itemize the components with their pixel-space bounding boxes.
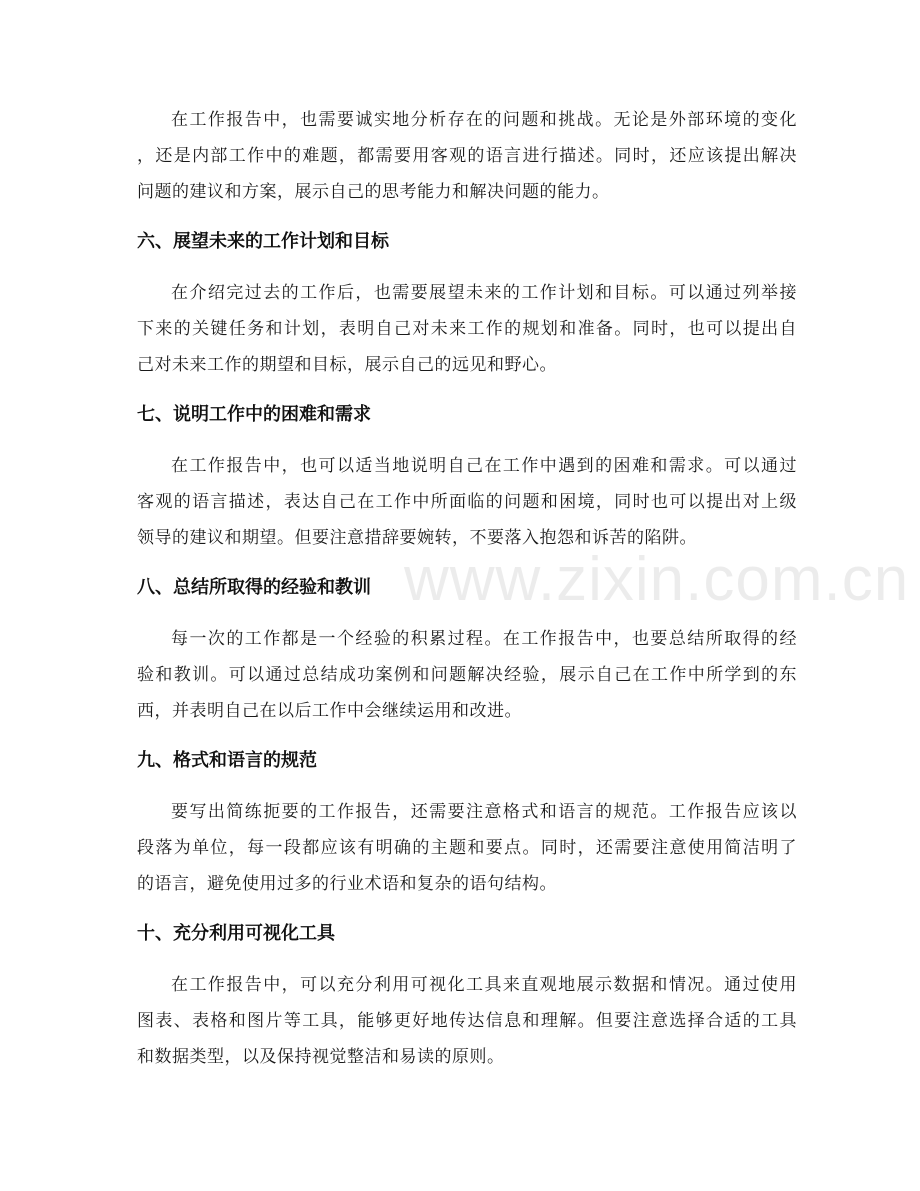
paragraph-line: 图表、表格和图片等工具，能够更好地传达信息和理解。但要注意选择合适的工具 bbox=[137, 1011, 797, 1031]
paragraph-line: 西，并表明自己在以后工作中会继续运用和改进。 bbox=[137, 701, 522, 721]
section-heading: 八、总结所取得的经验和教训 bbox=[137, 577, 371, 598]
paragraph-line: 的语言，避免使用过多的行业术语和复杂的语句结构。 bbox=[137, 874, 557, 894]
paragraph-line: 和数据类型，以及保持视觉整洁和易读的原则。 bbox=[137, 1047, 505, 1067]
paragraph-line: 己对未来工作的期望和目标，展示自己的远见和野心。 bbox=[137, 355, 557, 375]
paragraph-line: 问题的建议和方案，展示自己的思考能力和解决问题的能力。 bbox=[137, 182, 610, 202]
section-heading: 六、展望未来的工作计划和目标 bbox=[137, 231, 389, 252]
paragraph-line: 在工作报告中，也需要诚实地分析存在的问题和挑战。无论是外部环境的变化 bbox=[171, 110, 797, 130]
paragraph-line: 下来的关键任务和计划，表明自己对未来工作的规划和准备。同时，也可以提出自 bbox=[137, 319, 797, 339]
paragraph-line: 在工作报告中，也可以适当地说明自己在工作中遇到的困难和需求。可以通过 bbox=[171, 456, 797, 476]
paragraph-line: 在介绍完过去的工作后，也需要展望未来的工作计划和目标。可以通过列举接 bbox=[171, 283, 797, 303]
paragraph-line: 领导的建议和期望。但要注意措辞要婉转，不要落入抱怨和诉苦的陷阱。 bbox=[137, 528, 697, 548]
section-heading: 十、充分利用可视化工具 bbox=[137, 923, 335, 944]
paragraph-line: 每一次的工作都是一个经验的积累过程。在工作报告中，也要总结所取得的经 bbox=[171, 629, 797, 649]
watermark: www.zixin.com.cn bbox=[404, 545, 910, 614]
section-heading: 七、说明工作中的困难和需求 bbox=[137, 404, 371, 425]
paragraph-line: 要写出简练扼要的工作报告，还需要注意格式和语言的规范。工作报告应该以 bbox=[171, 802, 797, 822]
paragraph-line: 客观的语言描述，表达自己在工作中所面临的问题和困境，同时也可以提出对上级 bbox=[137, 492, 797, 512]
paragraph-line: 段落为单位，每一段都应该有明确的主题和要点。同时，还需要注意使用简洁明了 bbox=[137, 838, 797, 858]
paragraph-line: ，还是内部工作中的难题，都需要用客观的语言进行描述。同时，还应该提出解决 bbox=[137, 146, 797, 166]
section-heading: 九、格式和语言的规范 bbox=[137, 750, 317, 771]
paragraph-line: 验和教训。可以通过总结成功案例和问题解决经验，展示自己在工作中所学到的东 bbox=[137, 665, 797, 685]
paragraph-line: 在工作报告中，可以充分利用可视化工具来直观地展示数据和情况。通过使用 bbox=[171, 975, 797, 995]
